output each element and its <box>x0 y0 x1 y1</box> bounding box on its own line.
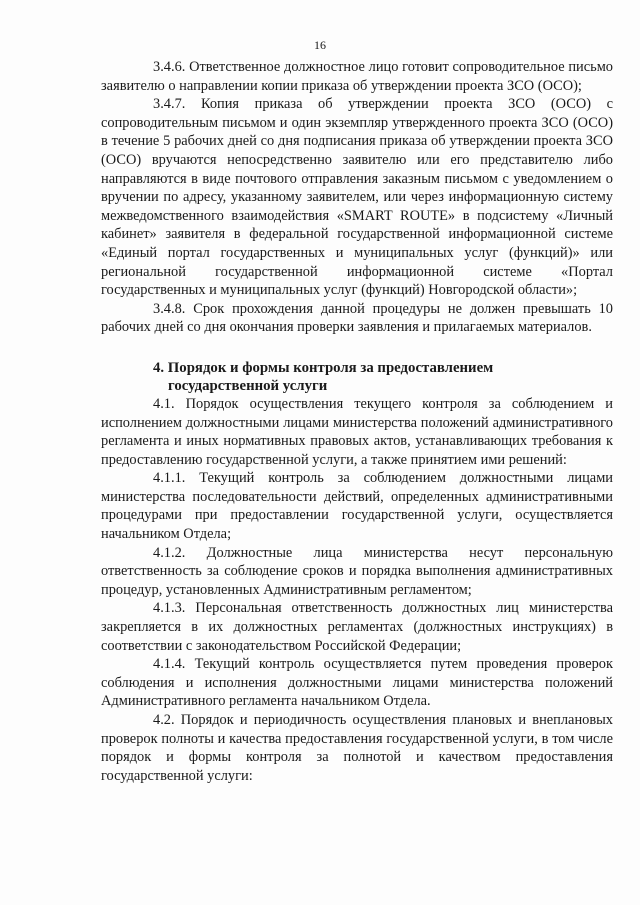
paragraph-3-4-7: 3.4.7. Копия приказа об утверждении проекта ЗСО (ОСО) с сопроводительным письмом и один экземпляр утвержденного проекта ЗСО (ОСО) в течение 5 рабочих дней со дня подписания приказа об утверждении проекта ЗСО (ОСО) вручаются непосредственно заявителю или его представителю либо направляются в виде почтового отправления заказным письмом с уведомлением о вручении по адресу, указанному заявителем, или через информационную систему межведомственного взаимодействия «SMART ROUTE» в подсистему «Личный кабинет» заявителя в федеральной государственной информационной системе «Единый портал государственных и муниципальных услуг (функций)» или региональной государственной информационной системе «Портал государственных и муниципальных услуг (функций) Новгородской области»; <box>101 96 613 299</box>
paragraph-4-1-4: 4.1.4. Текущий контроль осуществляется путем проведения проверок соблюдения и исполнения должностными лицами министерства положений Административного регламента начальником Отдела. <box>101 656 613 710</box>
paragraph-4-1-2: 4.1.2. Должностные лица министерства несут персональную ответственность за соблюдение сроков и порядка выполнения административных процедур, установленных Административным регламентом; <box>101 544 613 598</box>
paragraph-4-2: 4.2. Порядок и периодичность осуществления плановых и внеплановых проверок полноты и качества предоставления государственной услуги, в том числе порядок и формы контроля за полнотой и качеством предоставления государственной услуги: <box>101 712 613 784</box>
paragraph-4-1-1: 4.1.1. Текущий контроль за соблюдением должностными лицами министерства последовательности действий, определенных административными процедурами при предоставлении государственной услуги, осуществляется начальником Отдела; <box>101 470 613 543</box>
page-number: 16 <box>314 38 326 52</box>
paragraph-3-4-6: 3.4.6. Ответственное должностное лицо готовит сопроводительное письмо заявителю о направлении копии приказа об утверждении проекта ЗСО (ОСО); <box>101 59 613 94</box>
section-heading <box>101 359 613 395</box>
document-body <box>101 58 613 785</box>
paragraph-4-1: 4.1. Порядок осуществления текущего контроля за соблюдением и исполнением должностными лицами министерства положений административного регламента и иных нормативных правовых актов, устанавливающих требования к предоставлению государственной услуги, а также принятием ими решений: <box>101 395 613 468</box>
paragraph-3-4-8: 3.4.8. Срок прохождения данной процедуры не должен превышать 10 рабочих дней со дня окончания проверки заявления и прилагаемых материалов. <box>101 300 613 336</box>
section-heading-line-2: государственной услуги <box>168 377 328 394</box>
paragraph-4-1-3: 4.1.3. Персональная ответственность должностных лиц министерства закрепляется в их должностных регламентах (должностных инструкциях) в соответствии с законодательством Российской Федерации; <box>101 600 613 654</box>
section-heading-line-1: 4. Порядок и формы контроля за предоставлением <box>153 359 494 376</box>
